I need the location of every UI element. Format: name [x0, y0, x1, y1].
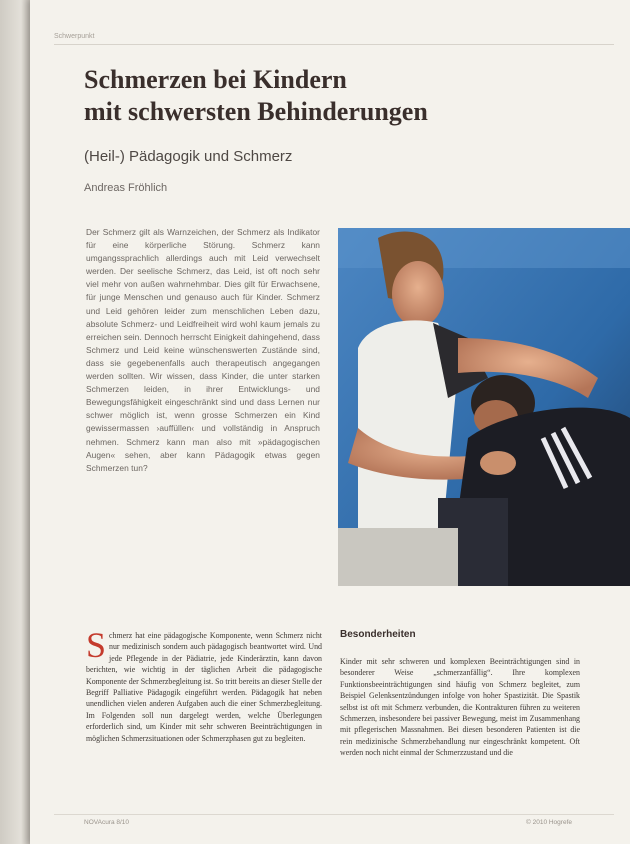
- body-column-right: Kinder mit sehr schweren und komplexen Beeinträchtigungen sind in besonderer Weise „schmerzanfällig“. Ihre komplexen Funktionsbeeinträchtigungen sind häufig von Schmerz begleitet, zum Beispiel Gelenksentzündungen infolge von hoher Spastizität. Die Spastik selbst ist oft mit Schmerz verbunden, die Kontrakturen führen zu weiteren Schmerzen, insbesondere bei passiver Bewegung, meist im Zusammenhang mit pflegerischen Massnahmen. Bei diesen besonderen Patienten ist die rein medizinische Schmerzbehandlung nur eingeschränkt kompetent. Oft werden noch nicht einmal der Schmerzzustand und die: [340, 657, 580, 758]
- page-footer: [54, 814, 614, 830]
- footer-journal: NOVAcura 8/10: [84, 819, 130, 826]
- dropcap-letter: S: [86, 625, 107, 665]
- title-line-1: Schmerzen bei Kindern: [84, 65, 347, 94]
- article-subtitle: (Heil-) Pädagogik und Schmerz: [84, 148, 293, 165]
- article-title: [84, 64, 554, 128]
- article-author: Andreas Fröhlich: [84, 182, 168, 194]
- section-heading-besonderheiten: Besonderheiten: [340, 629, 416, 640]
- article-photo: [338, 228, 630, 586]
- photo-nurse-and-child: [338, 228, 630, 586]
- running-head: [54, 33, 614, 45]
- lead-paragraph: Der Schmerz gilt als Warnzeichen, der Schmerz als Indikator für eine körperliche Störung. Schmerz kann umgangssprachlich allerdings auch mit Leid verwechselt werden. Der seelische Schmerz, das Leid, ist oft noch sehr viel mehr von außen wahrnehmbar. Dies gilt für Erwachsene, für junge Menschen und genauso auch für Kinder. Schmerz und Leid gehören leider zum menschlichen Leben dazu, absolute Schmerz- und Leidfreiheit wird wohl kaum jemals zu erreichen sein. Dennoch herrscht Einigkeit dahingehend, dass Schmerz und Leid keine wünschenswerten Zustände sind, dass sie gegebenenfalls auch therapeutisch angegangen werden sollten. Wir wissen, dass Kinder, die unter starken Schmerzen leiden, in ihrer Entwicklungs- und Bewegungsfähigkeit eingeschränkt sind und dass Lernen nur schwer möglich ist, wenn grosse Schmerzen ein Kind gewissermassen ›auffüllen‹ und vollständig in Anspruch nehmen. Schmerz kann man also mit »pädagogischen Augen« sehen, aber kann Pädagogik etwas gegen Schmerzen tun?: [86, 227, 320, 473]
- title-line-2: mit schwersten Behinderungen: [84, 97, 428, 126]
- footer-publisher: © 2010 Hogrefe: [526, 819, 572, 826]
- body-left-text: chmerz hat eine pädagogische Komponente, wenn Schmerz nicht nur medizinisch sondern auch pädagogisch beantwortet wird. Und jede Pflegende in der Pädiatrie, jede Kinderärztin, kann davon berichten, wie wichtig in der täglichen Arbeit die pädagogische Komponente der Schmerzbegleitung ist. So tritt bereits an dieser Stelle der Begriff Palliative Pädagogik eingeführt werden. Pädagogik hat neben unendlichen vielen anderen Aufgaben auch die einer Schmerzbegleitung. Im Folgenden soll nun dargelegt werden, welche Überlegungen erforderlich sind, um Kinder mit sehr schweren Beeinträchtigungen in möglichen Schmerzsituationen oder Schmerzphasen gut zu begleiten.: [86, 631, 322, 743]
- section-label: Schwerpunkt: [54, 33, 95, 40]
- body-column-left: [86, 625, 322, 744]
- previous-page-edge: [0, 0, 30, 844]
